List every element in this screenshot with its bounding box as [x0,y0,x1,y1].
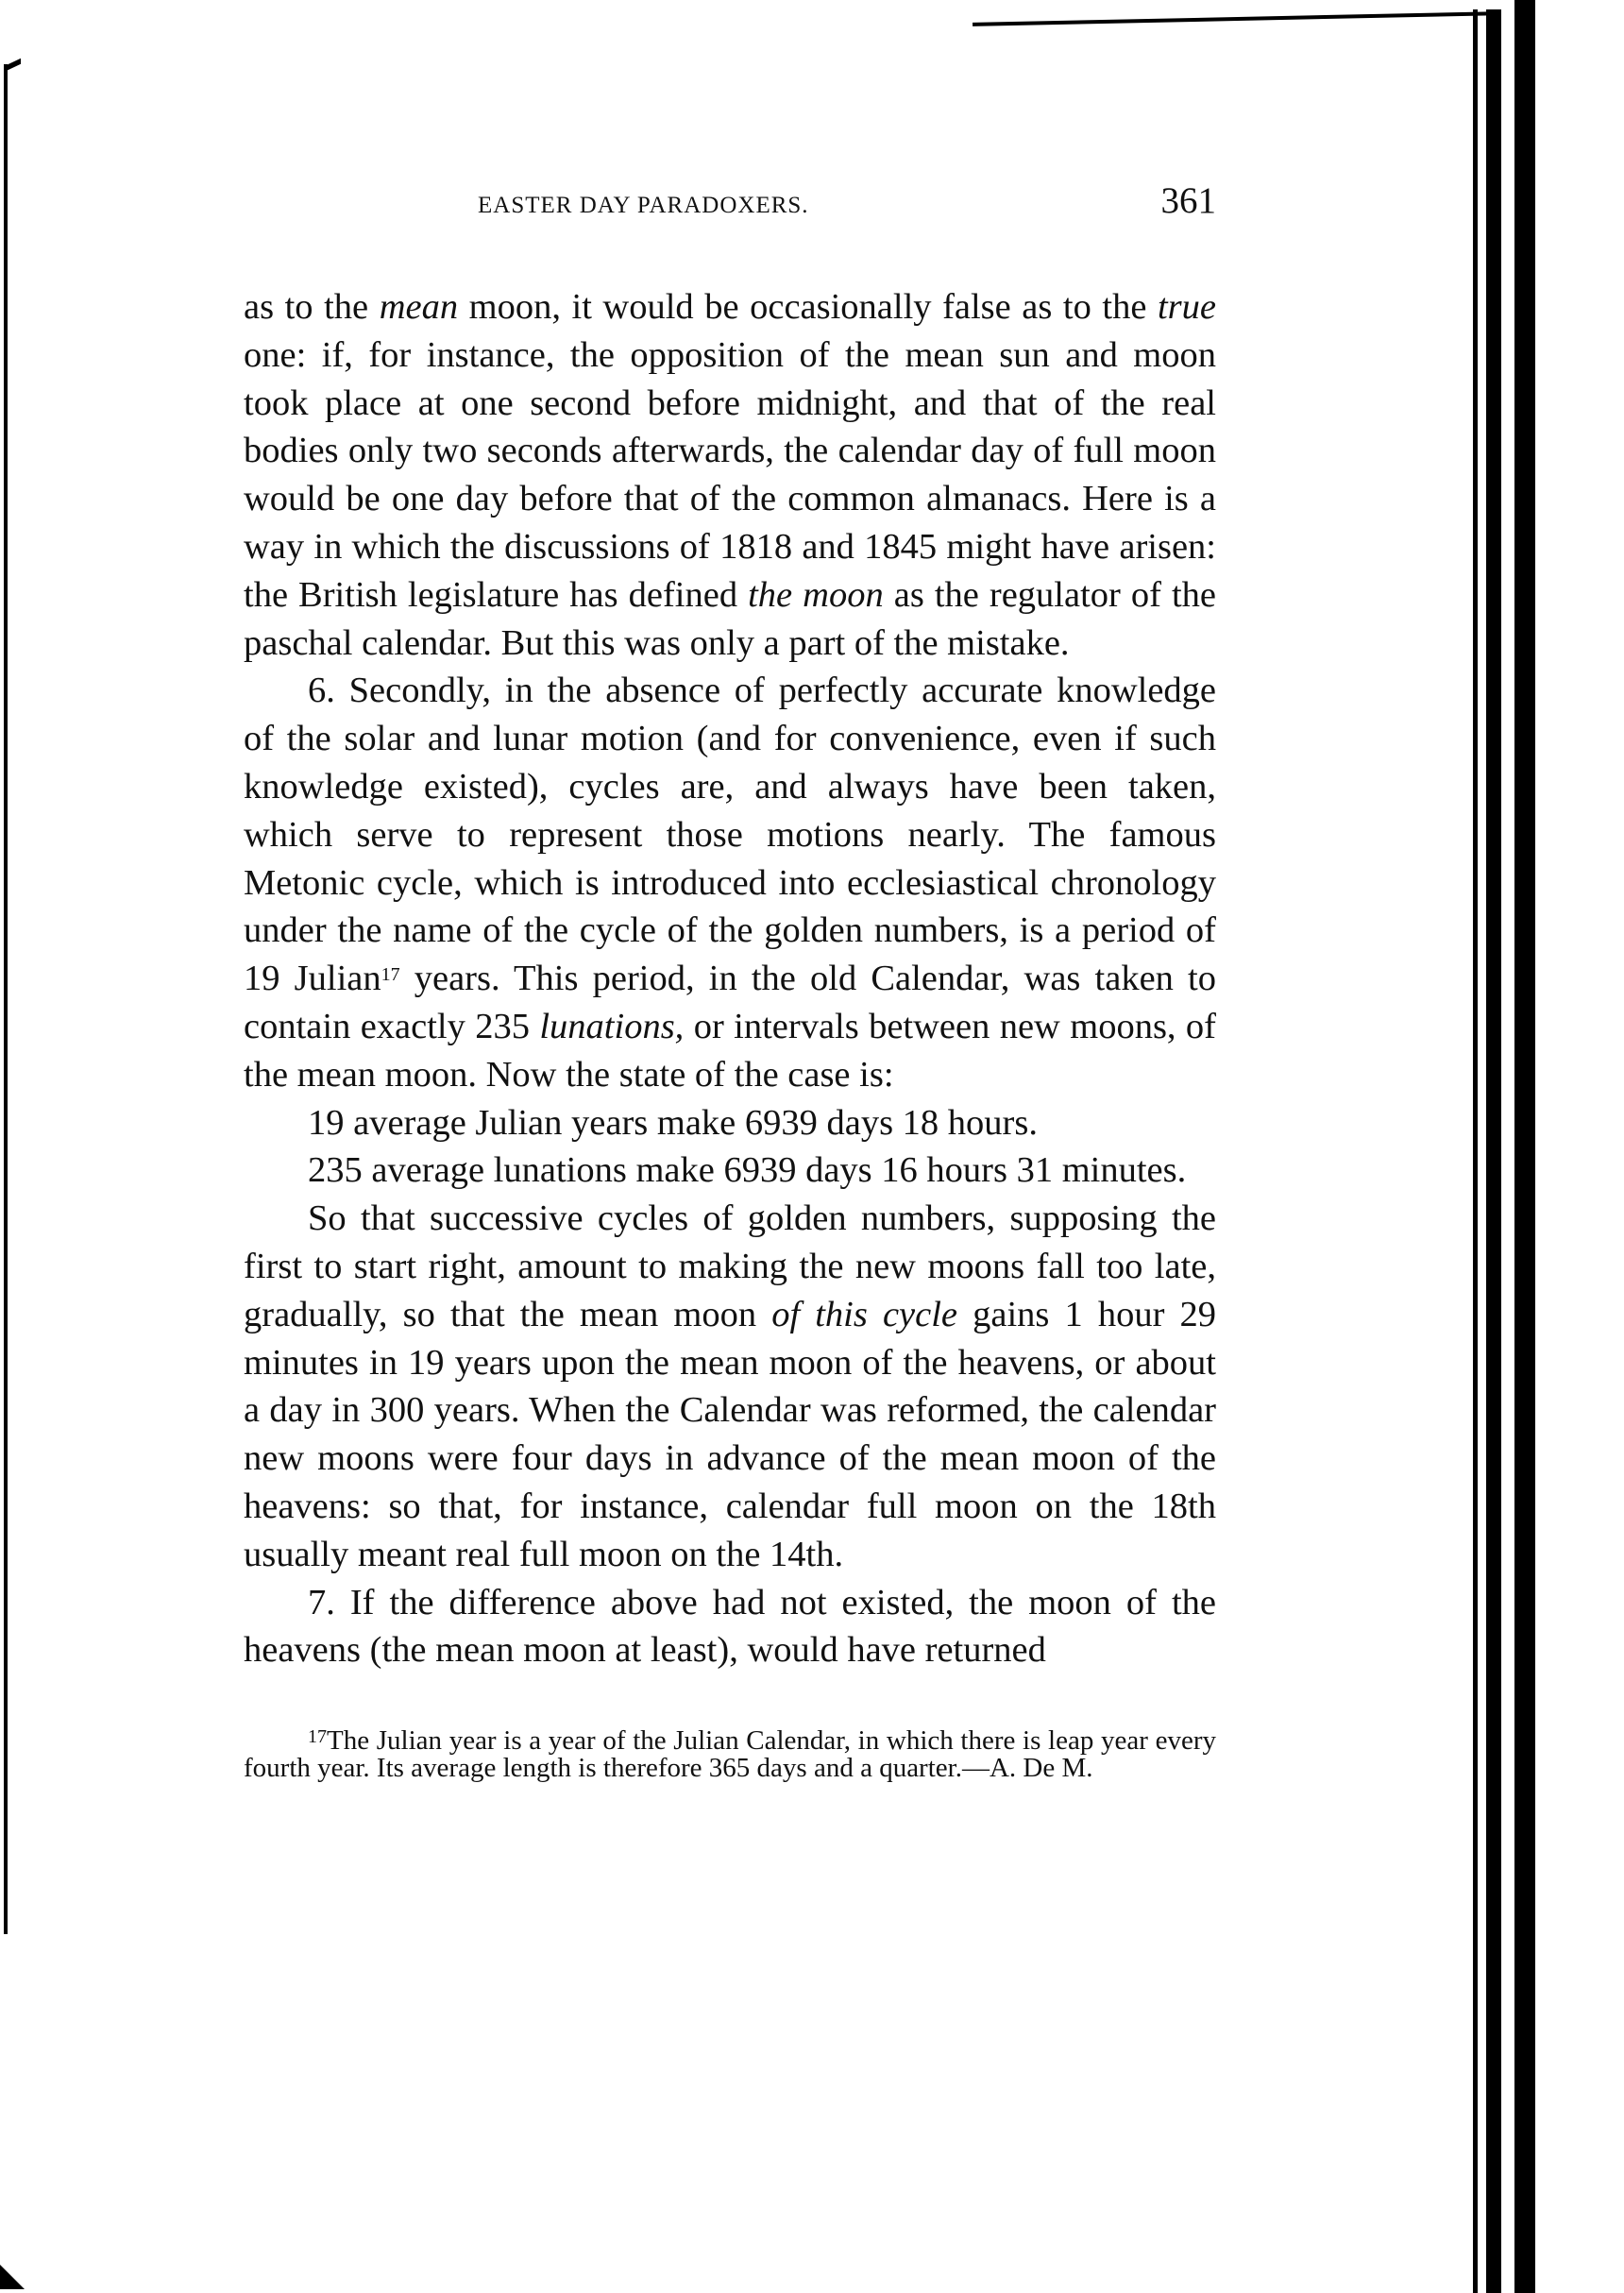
paragraph [244,1146,1216,1195]
italic-text: mean [379,287,459,327]
paragraph [244,667,1216,1098]
running-head [244,179,1216,236]
running-head-title: EASTER DAY PARADOXERS. [478,193,809,218]
body-text [244,283,1216,1674]
text-run: 235 average lunations make 6939 days 16 hours 31 minutes. [308,1150,1187,1191]
footnote [244,1727,1216,1782]
left-page-edge [4,64,8,1934]
text-run: as to the [244,287,380,327]
italic-text: of this cycle [771,1294,958,1334]
text-run: 6. Secondly, in the absence of perfectly accurate knowledge of the solar and lunar motion (and for convenience, even if such knowledge existed), cycles are, and always have been taken, which serve to represent those motions nearly. The famous Metonic cycle, which is introduced into ecclesiastical chronology under the name of the cycle of the golden numbers, is a period of 19 Julian [244,671,1216,999]
italic-text: lunations, [539,1006,685,1046]
spine-line-1 [1473,9,1478,2293]
text-run: or intervals between new moons, of the mean moon. Now the state of the case is: [244,1006,1216,1095]
italic-text: true [1157,287,1216,327]
paragraph [244,283,1216,667]
footnote-reference: 17 [381,964,400,986]
text-run: 7. If the difference above had not existed, the moon of the heavens (the mean moon at least), would have returned [244,1582,1216,1671]
footnote-marker: 17 [308,1726,327,1748]
left-corner-mark [4,59,21,72]
paragraph [244,1099,1216,1147]
text-run: one: if, for instance, the opposition of the mean sun and moon took place at one second before midnight, and that of the real bodies only two seconds afterwards, the calendar day of full moon would be one day before that of the common almanacs. Here is a way in which the discussions of 1818 and 1845 might have arisen: the British legislature has defined [244,334,1216,615]
bottom-left-corner-mark [0,2265,25,2289]
spine-line-3 [1514,0,1535,2293]
text-run: So that successive cycles of golden numbers, supposing the first to start right, amount to making the new moons fall too late, gradually, so that the mean moon [244,1198,1216,1334]
text-run: years. This period, in the old Calendar, was taken to contain exactly 235 [244,959,1216,1046]
top-edge-line [973,11,1501,26]
paragraph [244,1195,1216,1578]
text-run: gains 1 hour 29 minutes in 19 years upon the mean moon of the heavens, or about a day in 300 years. When the Calendar was reformed, the calendar new moons were four days in advance of the mean moon of the heavens: so that, for instance, calendar full moon on the 18th usually meant real full moon on the 14th. [244,1294,1216,1574]
paragraph [244,1579,1216,1675]
spine-line-2 [1486,9,1501,2293]
footnote-text: $^{17}$The Julian year is a year of the Julian Calendar, in which there is leap year every fourth year. Its average length is therefore 365 days and a quarter.—A. De M. [244,1725,1216,1784]
page-number: 361 [1160,180,1216,221]
text-run: 19 average Julian years make 6939 days 18 hours. [308,1102,1038,1143]
text-run: moon, it would be occasionally false as to the [458,287,1158,327]
book-page [244,179,1216,1782]
text-run: as the regulator of the paschal calendar. But this was only a part of the mistake. [244,574,1217,663]
italic-text: the moon [748,574,884,615]
